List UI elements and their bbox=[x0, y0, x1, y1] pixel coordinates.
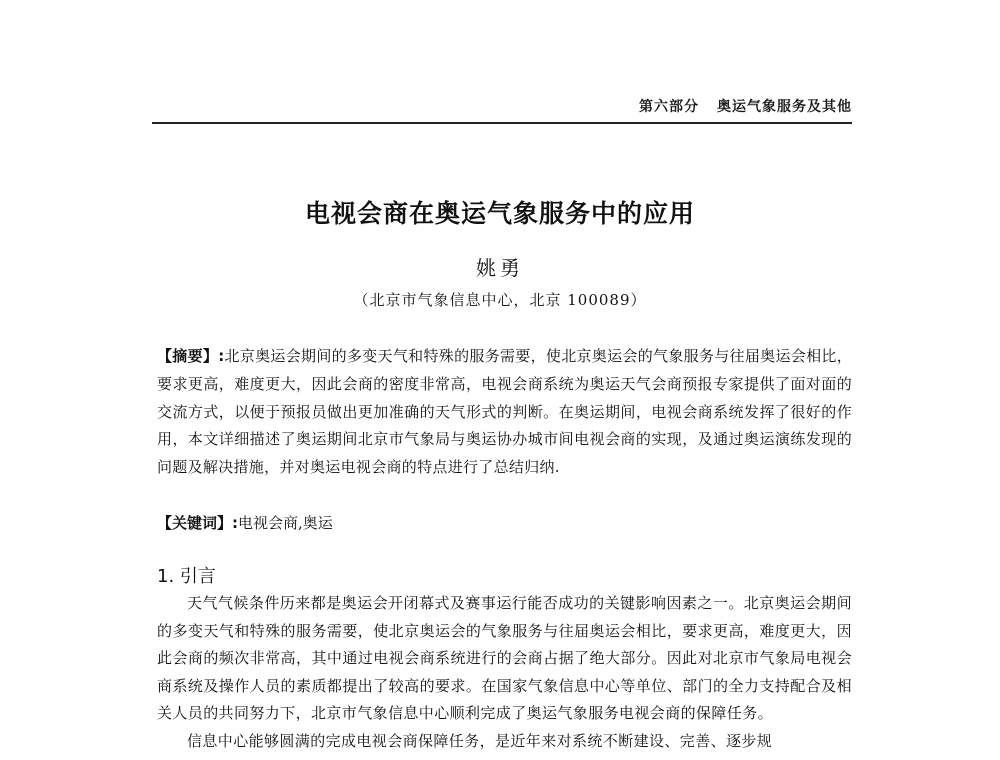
paper-title: 电视会商在奥运气象服务中的应用 bbox=[304, 199, 695, 228]
section-heading-introduction: 1. 引言 bbox=[157, 566, 216, 587]
header-rule bbox=[152, 122, 852, 124]
paper-author: 姚勇 bbox=[476, 256, 524, 280]
keywords bbox=[157, 510, 852, 537]
section-body-introduction bbox=[157, 590, 852, 755]
abstract bbox=[157, 343, 852, 482]
keywords-label: 【关键词】: bbox=[157, 514, 238, 532]
running-head-section: 奥运气象服务及其他 bbox=[717, 99, 852, 115]
paper-affiliation: （北京市气象信息中心，北京 100089） bbox=[353, 291, 647, 309]
running-head bbox=[152, 96, 852, 116]
abstract-label: 【摘要】: bbox=[157, 347, 225, 365]
paragraph: 信息中心能够圆满的完成电视会商保障任务，是近年来对系统不断建设、完善、逐步规 bbox=[187, 731, 773, 750]
paragraph: 天气气候条件历来都是奥运会开闭幕式及赛事运行能否成功的关键影响因素之一。北京奥运会期间的多变天气和特殊的服务需要，使北京奥运会的气象服务与往届奥运会相比，要求更高，难度更大，因此会商的频次非常高，其中通过电视会商系统进行的会商占据了绝大部分。因此对北京市气象局电视会商系统及操作人员的素质都提出了较高的要求。在国家气象信息中心等单位、部门的全力支持配合及相关人员的共同努力下，北京市气象信息中心顺利完成了奥运气象服务电视会商的保障任务。 bbox=[157, 594, 852, 722]
abstract-text: 北京奥运会期间的多变天气和特殊的服务需要，使北京奥运会的气象服务与往届奥运会相比，要求更高，难度更大，因此会商的密度非常高，电视会商系统为奥运天气会商预报专家提供了面对面的交流方式，以便于预报员做出更加准确的天气形式的判断。在奥运期间，电视会商系统发挥了很好的作用，本文详细描述了奥运期间北京市气象局与奥运协办城市间电视会商的实现，及通过奥运演练发现的问题及解决措施，并对奥运电视会商的特点进行了总结归纳. bbox=[157, 347, 852, 477]
keywords-text: 电视会商,奥运 bbox=[238, 514, 333, 532]
running-head-part: 第六部分 bbox=[639, 99, 699, 115]
